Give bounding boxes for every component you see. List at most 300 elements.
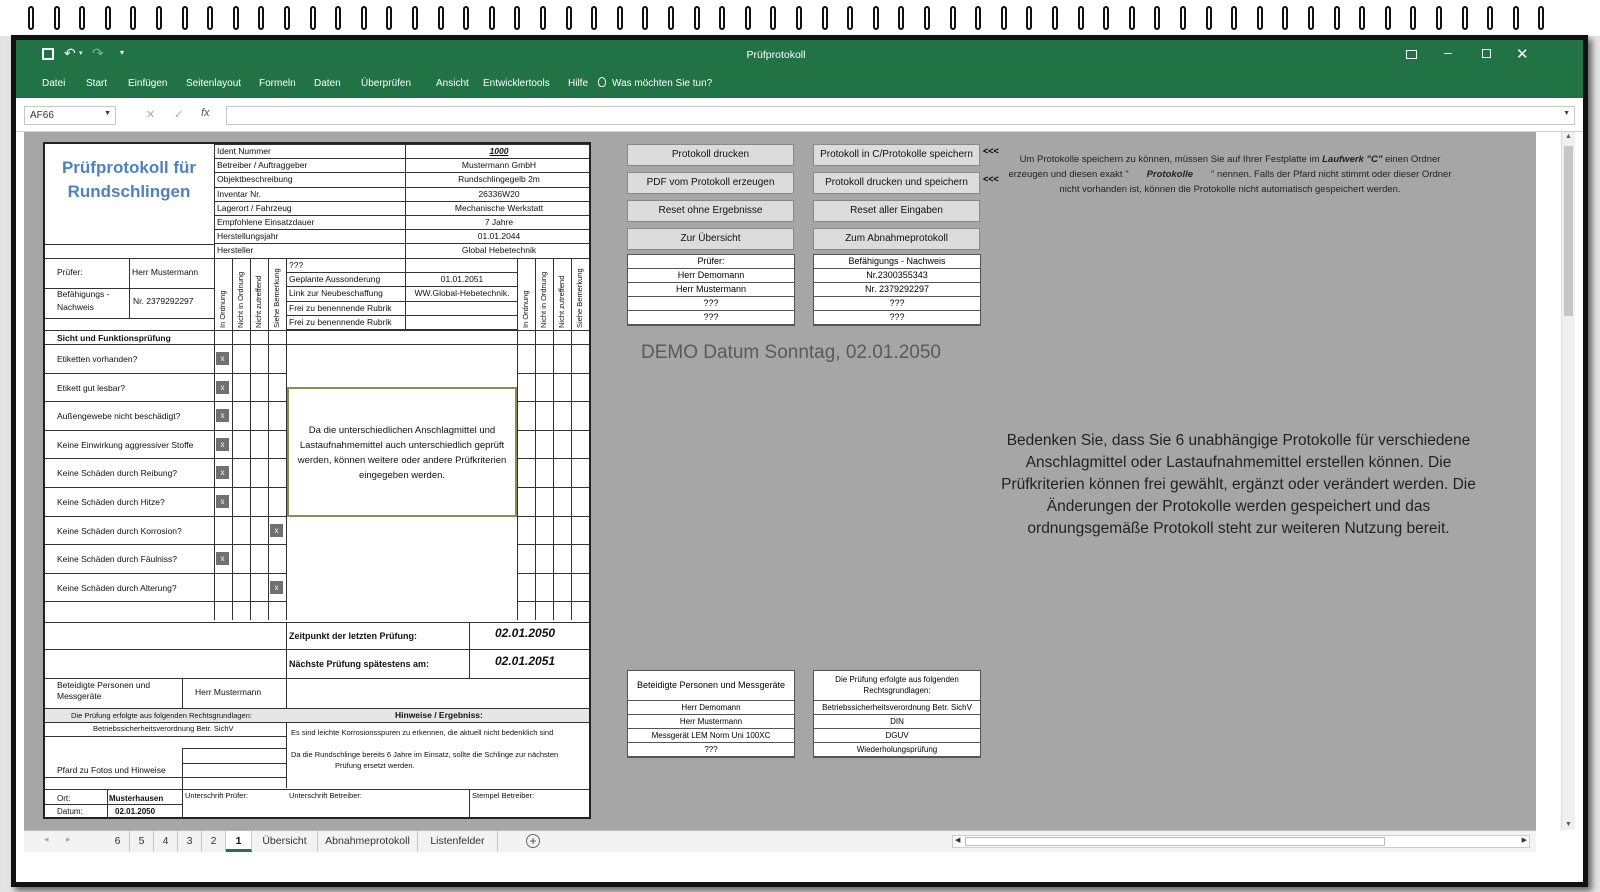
spiral-ring	[873, 6, 879, 30]
ort-label: Ort:	[57, 794, 71, 803]
tab-prev-icon[interactable]: ◂	[44, 834, 49, 844]
gridline	[214, 172, 591, 173]
legal-table-row[interactable]: DIN	[814, 715, 980, 729]
nachweis-table-row[interactable]: ???	[814, 297, 980, 311]
tab-5[interactable]: 5	[130, 831, 154, 852]
pruefer-label: Prüfer:	[57, 267, 83, 277]
legal-table-row[interactable]: Wiederholungsprüfung	[814, 743, 980, 757]
last-check-label: Zeitpunkt der letzten Prüfung:	[289, 631, 417, 641]
info-text-2b: Protokolle	[1146, 169, 1194, 180]
spiral-ring	[182, 6, 188, 30]
spiral-ring	[540, 6, 546, 30]
spiral-ring	[1231, 6, 1237, 30]
gridline	[268, 258, 269, 620]
gridline	[45, 430, 214, 431]
scroll-down-icon[interactable]: ▼	[1565, 821, 1572, 828]
check-mark: x	[216, 381, 229, 394]
print-save-button[interactable]: Protokoll drucken und speichern	[813, 172, 980, 194]
persons-table-row[interactable]: ???	[628, 743, 794, 757]
spiral-ring	[950, 6, 956, 30]
form-title	[45, 156, 213, 204]
gridline	[45, 736, 286, 737]
gridline	[182, 763, 286, 764]
scroll-right-icon[interactable]: ▶	[1521, 837, 1527, 844]
check-mark: x	[216, 352, 229, 365]
gridline	[286, 272, 517, 273]
enter-icon[interactable]: ✓	[174, 109, 184, 121]
next-check-value: 02.01.2051	[495, 654, 556, 668]
spiral-ring	[514, 6, 520, 30]
menu-0[interactable]: Datei	[42, 78, 66, 89]
tab-2[interactable]: 2	[202, 831, 226, 852]
header-value: 7 Jahre	[484, 217, 514, 227]
check-mark: x	[216, 552, 229, 565]
legal-value: Betriebssicherheitsverordnung Betr. SichV	[93, 724, 234, 733]
spiral-ring	[1257, 6, 1263, 30]
befaehigung-value: Nr. 2379292297	[133, 296, 194, 306]
menu-8[interactable]: Entwicklertools	[483, 78, 550, 89]
pdf-button[interactable]: PDF vom Protokoll erzeugen	[627, 172, 794, 194]
gridline	[517, 401, 591, 402]
nachweis-table-row[interactable]: Nr. 2379292297	[814, 283, 980, 297]
header-value: Mustermann GmbH	[461, 160, 537, 171]
pruefer-table-row[interactable]: Herr Demomann	[628, 269, 794, 283]
gridline	[45, 649, 286, 650]
spiral-ring	[361, 6, 367, 30]
spiral-ring	[1180, 6, 1186, 30]
note-box	[287, 387, 517, 517]
gridline	[214, 144, 591, 145]
reset-all-button[interactable]: Reset aller Eingaben	[813, 200, 980, 222]
last-check-value: 02.01.2050	[495, 626, 556, 640]
column-head: In Ordnung	[521, 290, 530, 328]
legal-table-header-1: Die Prüfung erfolgte aus folgenden	[835, 675, 959, 684]
spiral-ring	[1538, 6, 1544, 30]
gridline	[517, 544, 591, 545]
spiral-ring	[284, 6, 290, 30]
gridline	[232, 258, 233, 620]
close-icon[interactable]: ✕	[1516, 46, 1529, 63]
mid-row-value: 01.01.2051	[440, 274, 484, 285]
header-value: 01.01.2044	[477, 231, 521, 242]
spiral-ring	[438, 6, 444, 30]
spiral-ring	[1487, 6, 1493, 30]
spiral-ring	[694, 6, 700, 30]
signature-pruefer: Unterschrift Prüfer:	[185, 791, 248, 800]
menu-3[interactable]: Seitenlayout	[186, 78, 242, 89]
add-sheet-icon[interactable]: +	[526, 834, 540, 848]
pruefer-table-header: Prüfer:	[628, 255, 794, 269]
gridline	[517, 458, 591, 459]
spiral-ring	[1359, 6, 1365, 30]
spiral-ring	[898, 6, 904, 30]
spiral-ring	[924, 6, 930, 30]
check-label: Keine Schäden durch Reibung?	[57, 468, 178, 479]
gridline	[45, 244, 214, 245]
gridline	[517, 573, 591, 574]
gridline	[182, 678, 183, 708]
spiral-ring	[642, 6, 648, 30]
formula-input[interactable]	[226, 106, 1575, 125]
arrow-marker: <<<	[983, 174, 999, 184]
gridline	[571, 258, 572, 620]
header-label: Empfohlene Einsatzdauer	[217, 217, 315, 227]
pruefer-table-row[interactable]: Herr Mustermann	[628, 283, 794, 297]
spiral-ring	[1334, 6, 1340, 30]
cancel-icon[interactable]: ✕	[146, 109, 156, 121]
info-text	[990, 152, 1470, 197]
next-check-label: Nächste Prüfung spätestens am:	[289, 659, 430, 669]
persons-table-row[interactable]: Messgerät LEM Norm Uni 100XC	[628, 729, 794, 743]
customize-toolbar-icon[interactable]: ▾	[120, 48, 125, 57]
header-label: Betreiber / Auftraggeber	[217, 160, 308, 171]
gridline	[45, 601, 214, 602]
ort-value: Musterhausen	[109, 794, 164, 803]
nachweis-table-row[interactable]: ???	[814, 311, 980, 325]
befaehigung-label: Nachweis	[57, 302, 94, 312]
column-head: Nicht in Ordnung	[539, 271, 548, 328]
check-label: Etiketten vorhanden?	[57, 354, 138, 364]
gridline	[45, 622, 591, 623]
spiral-ring	[1026, 6, 1032, 30]
spiral-ring	[1282, 6, 1288, 30]
gridline	[517, 516, 591, 517]
gridline	[182, 748, 183, 819]
legal-table	[813, 670, 981, 758]
befaehigung-label: Befähigungs -	[57, 289, 110, 299]
gridline	[214, 430, 286, 431]
gridline	[286, 649, 591, 650]
gridline	[45, 804, 182, 805]
gridline	[45, 777, 286, 778]
gridline	[286, 301, 517, 302]
check-mark: x	[270, 581, 283, 594]
datum-label: Datum:	[57, 807, 83, 816]
undo-icon[interactable]: ↶	[64, 45, 76, 61]
menu-5[interactable]: Daten	[314, 78, 341, 89]
form-title-line-1: Prüfprotokoll für	[61, 158, 197, 177]
check-label: Keine Einwirkung aggressiver Stoffe	[57, 439, 194, 450]
gridline	[214, 258, 215, 620]
check-mark: x	[216, 409, 229, 422]
check-mark: x	[216, 466, 229, 479]
info-text-1c: einen Ordner	[1382, 154, 1441, 165]
gridline	[214, 215, 591, 216]
legal-table-header	[814, 671, 980, 701]
legal-table-row[interactable]: DGUV	[814, 729, 980, 743]
scroll-left-icon[interactable]: ◀	[955, 837, 961, 844]
spiral-ring	[310, 6, 316, 30]
tab-6[interactable]: 6	[106, 831, 130, 852]
restore-icon[interactable]	[1482, 49, 1491, 58]
ribbon-display-icon[interactable]	[1406, 50, 1417, 59]
stamp-betreiber: Stempel Betreiber:	[472, 791, 535, 800]
column-head: Siehe Bemerkung	[575, 268, 584, 328]
overview-button[interactable]: Zur Übersicht	[627, 228, 794, 250]
demo-date: DEMO Datum Sonntag, 02.01.2050	[641, 342, 941, 363]
spiral-ring	[770, 6, 776, 30]
gridline	[45, 330, 591, 331]
persons-value: Herr Mustermann	[195, 687, 262, 697]
gridline	[45, 722, 591, 723]
gridline	[45, 487, 214, 488]
header-label: Herstellungsjahr	[217, 231, 279, 242]
check-mark: x	[216, 495, 229, 508]
spiral-ring	[847, 6, 853, 30]
print-button[interactable]: Protokoll drucken	[627, 144, 794, 166]
mid-row-value: WW.Global-Hebetechnik.	[414, 288, 510, 299]
gridline	[214, 187, 591, 188]
redo-icon[interactable]: ↷	[92, 45, 104, 61]
window-title: Prüfprotokoll	[746, 49, 806, 61]
gridline	[286, 315, 517, 316]
tab-3[interactable]: 3	[178, 831, 202, 852]
column-head: Nicht in Ordnung	[236, 271, 245, 328]
spiral-ring	[156, 6, 162, 30]
signature-betreiber: Unterschrift Betreiber:	[289, 791, 362, 800]
info-text-2c: " nennen. Falls der Pfard nicht stimmt oder dieser Ordner	[1211, 169, 1452, 180]
check-label: Keine Schäden durch Hitze?	[57, 497, 165, 507]
lightbulb-icon	[598, 77, 606, 87]
spiral-ring	[207, 6, 213, 30]
gridline	[517, 487, 591, 488]
spiral-ring	[463, 6, 469, 30]
spiral-ring	[1206, 6, 1212, 30]
gridline	[45, 789, 591, 790]
horizontal-scrollbar[interactable]	[952, 835, 1530, 848]
spiral-ring	[822, 6, 828, 30]
header-value: 1000	[489, 146, 509, 156]
header-label: Hersteller	[217, 245, 254, 256]
column-head: In Ordnung	[218, 290, 227, 328]
big-note: Bedenken Sie, dass Sie 6 unabhängige Protokolle für verschiedene Anschlagmittel oder Lastaufnahmemittel erstellen können. Die Prüfkriterien können frei gewählt, ergänzt oder verändert werden. Die Änderungen der Protokolle werden gespeichert und das ordnungsgemäße Protokoll steht zur weiteren Nutzung bereit.	[1001, 432, 1476, 537]
spiral-ring	[719, 6, 725, 30]
gridline	[45, 708, 591, 709]
check-mark: x	[270, 524, 283, 537]
check-mark: x	[216, 438, 229, 451]
persons-label: Beteidigte Personen und	[57, 680, 151, 690]
spiral-ring	[412, 6, 418, 30]
header-value: Rundschlingegelb 2m	[458, 174, 540, 185]
pruefer-table-row[interactable]: ???	[628, 311, 794, 325]
gridline	[45, 458, 214, 459]
inspection-form	[43, 142, 591, 819]
formula-bar	[16, 98, 1583, 132]
expand-formula-icon[interactable]: ▼	[1563, 110, 1570, 117]
excel-window	[11, 35, 1588, 887]
sheet-tabs	[24, 830, 1536, 852]
persons-label: Messgeräte	[57, 691, 102, 701]
pruefer-table	[627, 254, 795, 326]
spiral-ring	[1308, 6, 1314, 30]
gridline	[214, 573, 286, 574]
spiral-ring	[566, 6, 572, 30]
hint-2b: Prüfung ersetzt werden.	[335, 761, 415, 770]
gridline	[535, 258, 536, 620]
spiral-ring	[1052, 6, 1058, 30]
gridline	[405, 144, 406, 258]
chevron-down-icon: ▼	[104, 110, 111, 117]
scroll-up-icon[interactable]: ▲	[1565, 133, 1572, 140]
tab-1[interactable]: 1	[226, 831, 252, 852]
spiral-ring	[489, 6, 495, 30]
gridline	[214, 401, 286, 402]
spiral-ring	[591, 6, 597, 30]
tab-next-icon[interactable]: ▸	[66, 834, 71, 844]
tell-me-search[interactable]: Was möchten Sie tun?	[612, 78, 713, 89]
gridline	[214, 458, 286, 459]
gridline	[517, 601, 591, 602]
nachweis-table-header: Befähigungs - Nachweis	[814, 255, 980, 269]
acceptance-button[interactable]: Zum Abnahmeprotokoll	[813, 228, 980, 250]
function-icon[interactable]: fx	[201, 107, 210, 119]
spiral-ring	[233, 6, 239, 30]
spiral-ring	[1410, 6, 1416, 30]
menu-6[interactable]: Überprüfen	[361, 78, 412, 89]
photos-label: Pfard zu Fotos und Hinweise	[57, 765, 166, 775]
spiral-ring	[54, 6, 60, 30]
save-button[interactable]: Protokoll in C/Protokolle speichern	[813, 144, 980, 166]
gridline	[214, 243, 591, 244]
spiral-ring	[386, 6, 392, 30]
vertical-scrollbar[interactable]	[1561, 132, 1575, 830]
gridline	[250, 258, 251, 620]
menu-4[interactable]: Formeln	[259, 78, 296, 89]
menu-1[interactable]: Start	[86, 78, 108, 89]
gridline	[517, 258, 518, 620]
hint-2: Da die Rundschlinge bereits 6 Jahre im Einsatz, sollte die Schlinge zur nächsten	[291, 750, 559, 759]
mid-row-label: Frei zu benennende Rubrik	[289, 302, 392, 313]
persons-table-row[interactable]: Herr Mustermann	[628, 715, 794, 729]
name-box-value: AF66	[30, 110, 54, 121]
gridline	[286, 622, 287, 788]
spiral-ring	[745, 6, 751, 30]
check-label: Keine Schäden durch Korrosion?	[57, 525, 182, 536]
gridline	[286, 258, 287, 620]
spiral-ring	[258, 6, 264, 30]
persons-table-row[interactable]: Herr Demomann	[628, 701, 794, 715]
info-text-2a: erzeugen und diesen exakt "	[1008, 169, 1129, 180]
gridline	[129, 258, 130, 318]
tab-4[interactable]: 4	[154, 831, 178, 852]
gridline	[214, 487, 286, 488]
check-label: Keine Schäden durch Alterung?	[57, 582, 177, 593]
name-box[interactable]	[24, 106, 116, 125]
header-value: Global Hebetechnik	[461, 245, 537, 256]
gridline	[45, 516, 214, 517]
menu-2[interactable]: Einfügen	[128, 78, 168, 89]
spiral-ring	[668, 6, 674, 30]
header-value: 26336W20	[478, 188, 520, 199]
nachweis-table-row[interactable]: Nr.2300355343	[814, 269, 980, 283]
mid-row-label: Link zur Neubeschaffung	[289, 288, 383, 299]
datum-value: 02.01.2050	[115, 807, 156, 816]
spiral-ring	[1436, 6, 1442, 30]
h-scroll-thumb[interactable]	[965, 837, 1385, 846]
header-label: Lagerort / Fahrzeug	[217, 202, 292, 213]
spiral-ring	[1462, 6, 1468, 30]
gridline	[182, 748, 286, 749]
section-title: Sicht und Funktionsprüfung	[57, 333, 171, 343]
menu-7[interactable]: Ansicht	[436, 78, 469, 89]
ribbon-menu	[16, 71, 1583, 98]
save-icon[interactable]	[42, 48, 54, 60]
gridline	[45, 678, 286, 679]
info-text-1b: Laufwerk "C"	[1322, 154, 1383, 165]
scroll-thumb[interactable]	[1564, 146, 1573, 316]
gridline	[214, 544, 286, 545]
minimize-icon[interactable]: –	[1444, 44, 1452, 60]
menu-9[interactable]: Hilfe	[568, 78, 589, 89]
column-head: Nicht zutreffend	[557, 275, 566, 328]
spiral-ring	[1001, 6, 1007, 30]
nachweis-table	[813, 254, 981, 326]
check-label: Etikett gut lesbar?	[57, 382, 126, 393]
undo-dropdown-icon[interactable]: ▾	[79, 50, 83, 57]
header-label: Ident Nummer	[217, 146, 271, 156]
legal-table-row[interactable]: Betriebssicherheitsverordnung Betr. SichV	[814, 701, 980, 715]
spiral-ring	[1154, 6, 1160, 30]
gridline	[45, 373, 214, 374]
gridline	[214, 373, 286, 374]
mid-row-label: ???	[289, 260, 304, 270]
column-head: Nicht zutreffend	[254, 275, 263, 328]
title-bar	[16, 40, 1583, 71]
gridline	[214, 201, 591, 202]
gridline	[553, 258, 554, 620]
spiral-ring	[335, 6, 341, 30]
tab-Übersicht[interactable]: Übersicht	[252, 831, 318, 852]
spiral-ring	[1078, 6, 1084, 30]
spiral-ring	[975, 6, 981, 30]
tab-Listenfelder[interactable]: Listenfelder	[418, 831, 498, 852]
hints-label: Hinweise / Ergebniss:	[395, 710, 483, 720]
spiral-ring	[796, 6, 802, 30]
column-head: Siehe Bemerkung	[272, 268, 281, 328]
pruefer-table-row[interactable]: ???	[628, 297, 794, 311]
gridline	[405, 258, 406, 330]
gridline	[214, 516, 286, 517]
check-label: Keine Schäden durch Fäulniss?	[57, 554, 178, 565]
header-label: Objektbeschreibung	[217, 174, 293, 185]
persons-table	[627, 670, 795, 758]
gridline	[286, 286, 517, 287]
gridline	[214, 229, 591, 230]
gridline	[45, 544, 214, 545]
gridline	[517, 430, 591, 431]
gridline	[45, 344, 591, 345]
spiral-ring	[1385, 6, 1391, 30]
worksheet[interactable]	[24, 132, 1536, 830]
check-label: Außengewebe nicht beschädigt?	[57, 411, 181, 422]
spiral-ring	[1129, 6, 1135, 30]
tab-Abnahmeprotokoll[interactable]: Abnahmeprotokoll	[318, 831, 418, 852]
form-title-line-2: Rundschlingen	[67, 182, 191, 201]
reset-no-results-button[interactable]: Reset ohne Ergebnisse	[627, 200, 794, 222]
spiral-ring	[1103, 6, 1109, 30]
legal-label: Die Prüfung erfolgte aus folgenden Rechtsgrundlagen:	[71, 711, 252, 720]
gridline	[286, 678, 591, 679]
header-value: Mechanische Werkstatt	[454, 202, 544, 213]
gridline	[469, 622, 470, 678]
hint-1: Es sind leichte Korrosionsspuren zu erkennen, die aktuell nicht bedenklich sind	[291, 728, 554, 737]
spiral-ring	[1513, 6, 1519, 30]
gridline	[214, 158, 591, 159]
persons-table-header: Beteidigte Personen und Messgeräte	[628, 671, 794, 701]
gridline	[517, 373, 591, 374]
spiral-ring	[130, 6, 136, 30]
mid-row-label: Geplante Aussonderung	[289, 274, 381, 285]
